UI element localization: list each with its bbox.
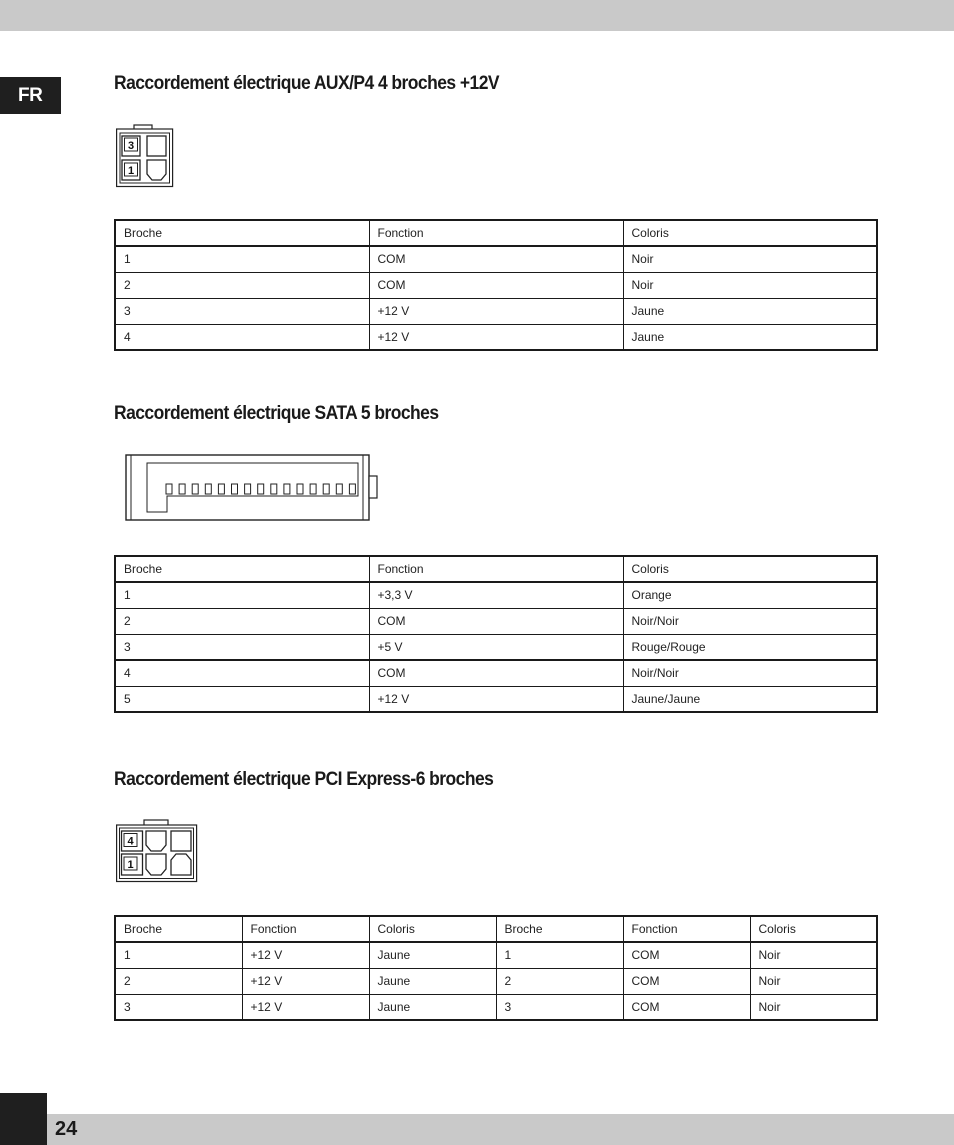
sata-contact-pad bbox=[284, 484, 290, 494]
table-cell: Jaune bbox=[623, 298, 877, 324]
table-cell: +3,3 V bbox=[369, 582, 623, 608]
table-cell: COM bbox=[369, 660, 623, 686]
header-cell: Fonction bbox=[369, 220, 623, 246]
sata-pinout-table bbox=[114, 555, 878, 713]
table-cell: 2 bbox=[115, 608, 369, 634]
sata-contact-pad bbox=[258, 484, 264, 494]
table-cell: Rouge/Rouge bbox=[623, 634, 877, 660]
table-cell: 1 bbox=[115, 942, 242, 968]
table-cell: 3 bbox=[496, 994, 623, 1020]
table-cell: Jaune/Jaune bbox=[623, 686, 877, 712]
pcie-pinout-table bbox=[114, 915, 878, 1021]
sata-contact-pad bbox=[179, 484, 185, 494]
sata-contact-pad bbox=[271, 484, 277, 494]
table-cell: Noir bbox=[750, 968, 877, 994]
table-cell: Jaune bbox=[623, 324, 877, 350]
table-cell: 2 bbox=[115, 968, 242, 994]
table-cell: COM bbox=[623, 968, 750, 994]
table-row bbox=[115, 634, 877, 660]
header-cell: Broche bbox=[115, 220, 369, 246]
header-cell: Coloris bbox=[369, 916, 496, 942]
table-cell: COM bbox=[369, 608, 623, 634]
aux-pin-label-3: 3 bbox=[127, 140, 135, 152]
table-cell: 2 bbox=[496, 968, 623, 994]
table-cell: Noir bbox=[623, 246, 877, 272]
section-title-sata: Raccordement électrique SATA 5 broches bbox=[114, 403, 439, 424]
table-row bbox=[115, 298, 877, 324]
sata-contact-pad bbox=[232, 484, 238, 494]
table-cell: 1 bbox=[115, 246, 369, 272]
table-cell: Noir/Noir bbox=[623, 608, 877, 634]
table-cell: COM bbox=[623, 994, 750, 1020]
sata-connector-diagram bbox=[125, 454, 380, 522]
table-row bbox=[115, 968, 877, 994]
table-cell: Noir bbox=[750, 942, 877, 968]
table-cell: +12 V bbox=[369, 686, 623, 712]
table-header-row bbox=[115, 556, 877, 582]
header-cell: Broche bbox=[115, 556, 369, 582]
header-cell: Fonction bbox=[623, 916, 750, 942]
header-cell: Coloris bbox=[623, 556, 877, 582]
bottom-footer-band bbox=[47, 1114, 954, 1145]
section-title-aux: Raccordement électrique AUX/P4 4 broches +12V bbox=[114, 73, 499, 94]
page-corner-tab bbox=[0, 1093, 47, 1145]
sata-contact-pad bbox=[349, 484, 355, 494]
pcie-6pin-connector-diagram bbox=[116, 819, 198, 883]
table-cell: 1 bbox=[496, 942, 623, 968]
table-cell: 3 bbox=[115, 298, 369, 324]
table-row bbox=[115, 994, 877, 1020]
table-cell: 2 bbox=[115, 272, 369, 298]
header-cell: Coloris bbox=[623, 220, 877, 246]
table-row bbox=[115, 686, 877, 712]
header-cell: Fonction bbox=[369, 556, 623, 582]
table-cell: COM bbox=[369, 272, 623, 298]
sata-contact-pad bbox=[245, 484, 251, 494]
table-header-row bbox=[115, 916, 877, 942]
pcie-pin-label-4: 4 bbox=[127, 835, 134, 848]
table-row bbox=[115, 608, 877, 634]
table-cell: Jaune bbox=[369, 968, 496, 994]
table-cell: COM bbox=[623, 942, 750, 968]
table-cell: 5 bbox=[115, 686, 369, 712]
table-cell: +12 V bbox=[242, 968, 369, 994]
sata-contact-pad bbox=[192, 484, 198, 494]
table-cell: Jaune bbox=[369, 942, 496, 968]
sata-pin-contacts bbox=[166, 484, 355, 494]
table-cell: Noir bbox=[750, 994, 877, 1020]
header-cell: Broche bbox=[496, 916, 623, 942]
table-cell: 3 bbox=[115, 994, 242, 1020]
table-header-row bbox=[115, 220, 877, 246]
table-cell: +12 V bbox=[369, 324, 623, 350]
sata-contact-pad bbox=[323, 484, 329, 494]
aux-pinout-table bbox=[114, 219, 878, 351]
table-cell: Noir/Noir bbox=[623, 660, 877, 686]
table-row bbox=[115, 246, 877, 272]
sata-contact-pad bbox=[218, 484, 224, 494]
table-cell: Orange bbox=[623, 582, 877, 608]
sata-contact-pad bbox=[205, 484, 211, 494]
language-tab: FR bbox=[0, 77, 61, 114]
table-cell: +12 V bbox=[369, 298, 623, 324]
sata-contact-pad bbox=[336, 484, 342, 494]
sata-contact-pad bbox=[297, 484, 303, 494]
table-cell: +5 V bbox=[369, 634, 623, 660]
table-cell: 1 bbox=[115, 582, 369, 608]
table-row bbox=[115, 272, 877, 298]
table-cell: COM bbox=[369, 246, 623, 272]
aux-4pin-connector-diagram bbox=[116, 124, 174, 188]
table-cell: 4 bbox=[115, 324, 369, 350]
pcie-pin-label-1: 1 bbox=[127, 859, 134, 871]
header-cell: Coloris bbox=[750, 916, 877, 942]
table-cell: +12 V bbox=[242, 994, 369, 1020]
aux-pin-label-1: 1 bbox=[127, 165, 135, 177]
page-number: 24 bbox=[55, 1118, 78, 1140]
table-cell: +12 V bbox=[242, 942, 369, 968]
table-row bbox=[115, 660, 877, 686]
header-cell: Fonction bbox=[242, 916, 369, 942]
table-cell: Noir bbox=[623, 272, 877, 298]
header-cell: Broche bbox=[115, 916, 242, 942]
sata-contact-pad bbox=[166, 484, 172, 494]
table-row bbox=[115, 942, 877, 968]
sata-contact-pad bbox=[310, 484, 316, 494]
table-cell: Jaune bbox=[369, 994, 496, 1020]
top-header-band bbox=[0, 0, 954, 31]
table-row bbox=[115, 324, 877, 350]
table-cell: 3 bbox=[115, 634, 369, 660]
section-title-pcie: Raccordement électrique PCI Express-6 broches bbox=[114, 769, 494, 790]
table-row bbox=[115, 582, 877, 608]
table-cell: 4 bbox=[115, 660, 369, 686]
